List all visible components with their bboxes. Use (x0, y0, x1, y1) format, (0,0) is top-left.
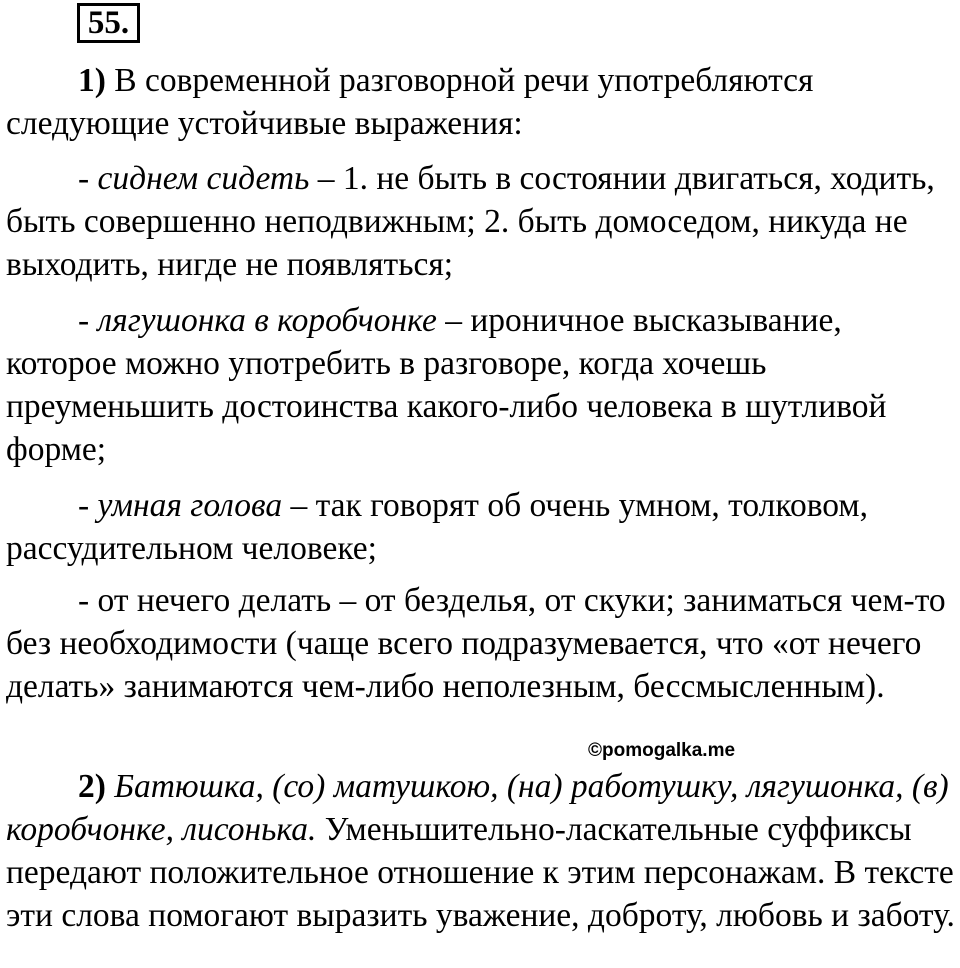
exercise-number: 55. (77, 3, 140, 43)
idiom-term: лягушонка в коробчонке (97, 302, 437, 339)
idiom-term: умная голова (97, 487, 283, 524)
paragraph-task-2 (6, 765, 956, 937)
paragraph-idiom-4: - от нечего делать – от безделья, от скуки; заниматься чем-то без необходимости (чаще всего подразумевается, что «от нечего делать» занимаются чем-либо неполезным, бессмысленным). (6, 582, 946, 705)
dash: - (78, 487, 98, 524)
paragraph-intro (6, 59, 956, 145)
intro-text: В современной разговорной речи употребляются следующие устойчивые выражения: (6, 62, 814, 142)
paragraph-idiom-3 (6, 484, 956, 570)
watermark: ©pomogalka.me (588, 740, 736, 761)
paragraph-idiom-2 (6, 299, 956, 471)
task-marker-2: 2) (78, 768, 106, 805)
word-list: Батюшка, (со) матушкою, (на) работушку, лягушонка, (в) коробчонке, лисонька. (6, 768, 949, 848)
idiom-definition: – ироничное высказывание, которое можно употребить в разговоре, когда хочешь преуменьшить достоинства какого-либо человека в шутливой форме; (6, 302, 887, 468)
idiom-definition: – так говорят об очень умном, толковом, рассудительном человеке; (6, 487, 868, 567)
task-marker-1: 1) (78, 62, 106, 99)
dash: - (78, 302, 98, 339)
idiom-term: сиднем сидеть (97, 160, 310, 197)
idiom-definition: – 1. не быть в состоянии двигаться, ходить, быть совершенно неподвижным; 2. быть домоседом, никуда не выходить, нигде не появляться; (6, 160, 935, 283)
explanation-text: Уменьшительно-ласкательные суффиксы передают положительное отношение к этим персонажам. В тексте эти слова помогают выразить уважение, доброту, любовь и заботу. (6, 811, 955, 934)
paragraph-idiom-1 (6, 157, 956, 286)
dash: - (78, 160, 98, 197)
